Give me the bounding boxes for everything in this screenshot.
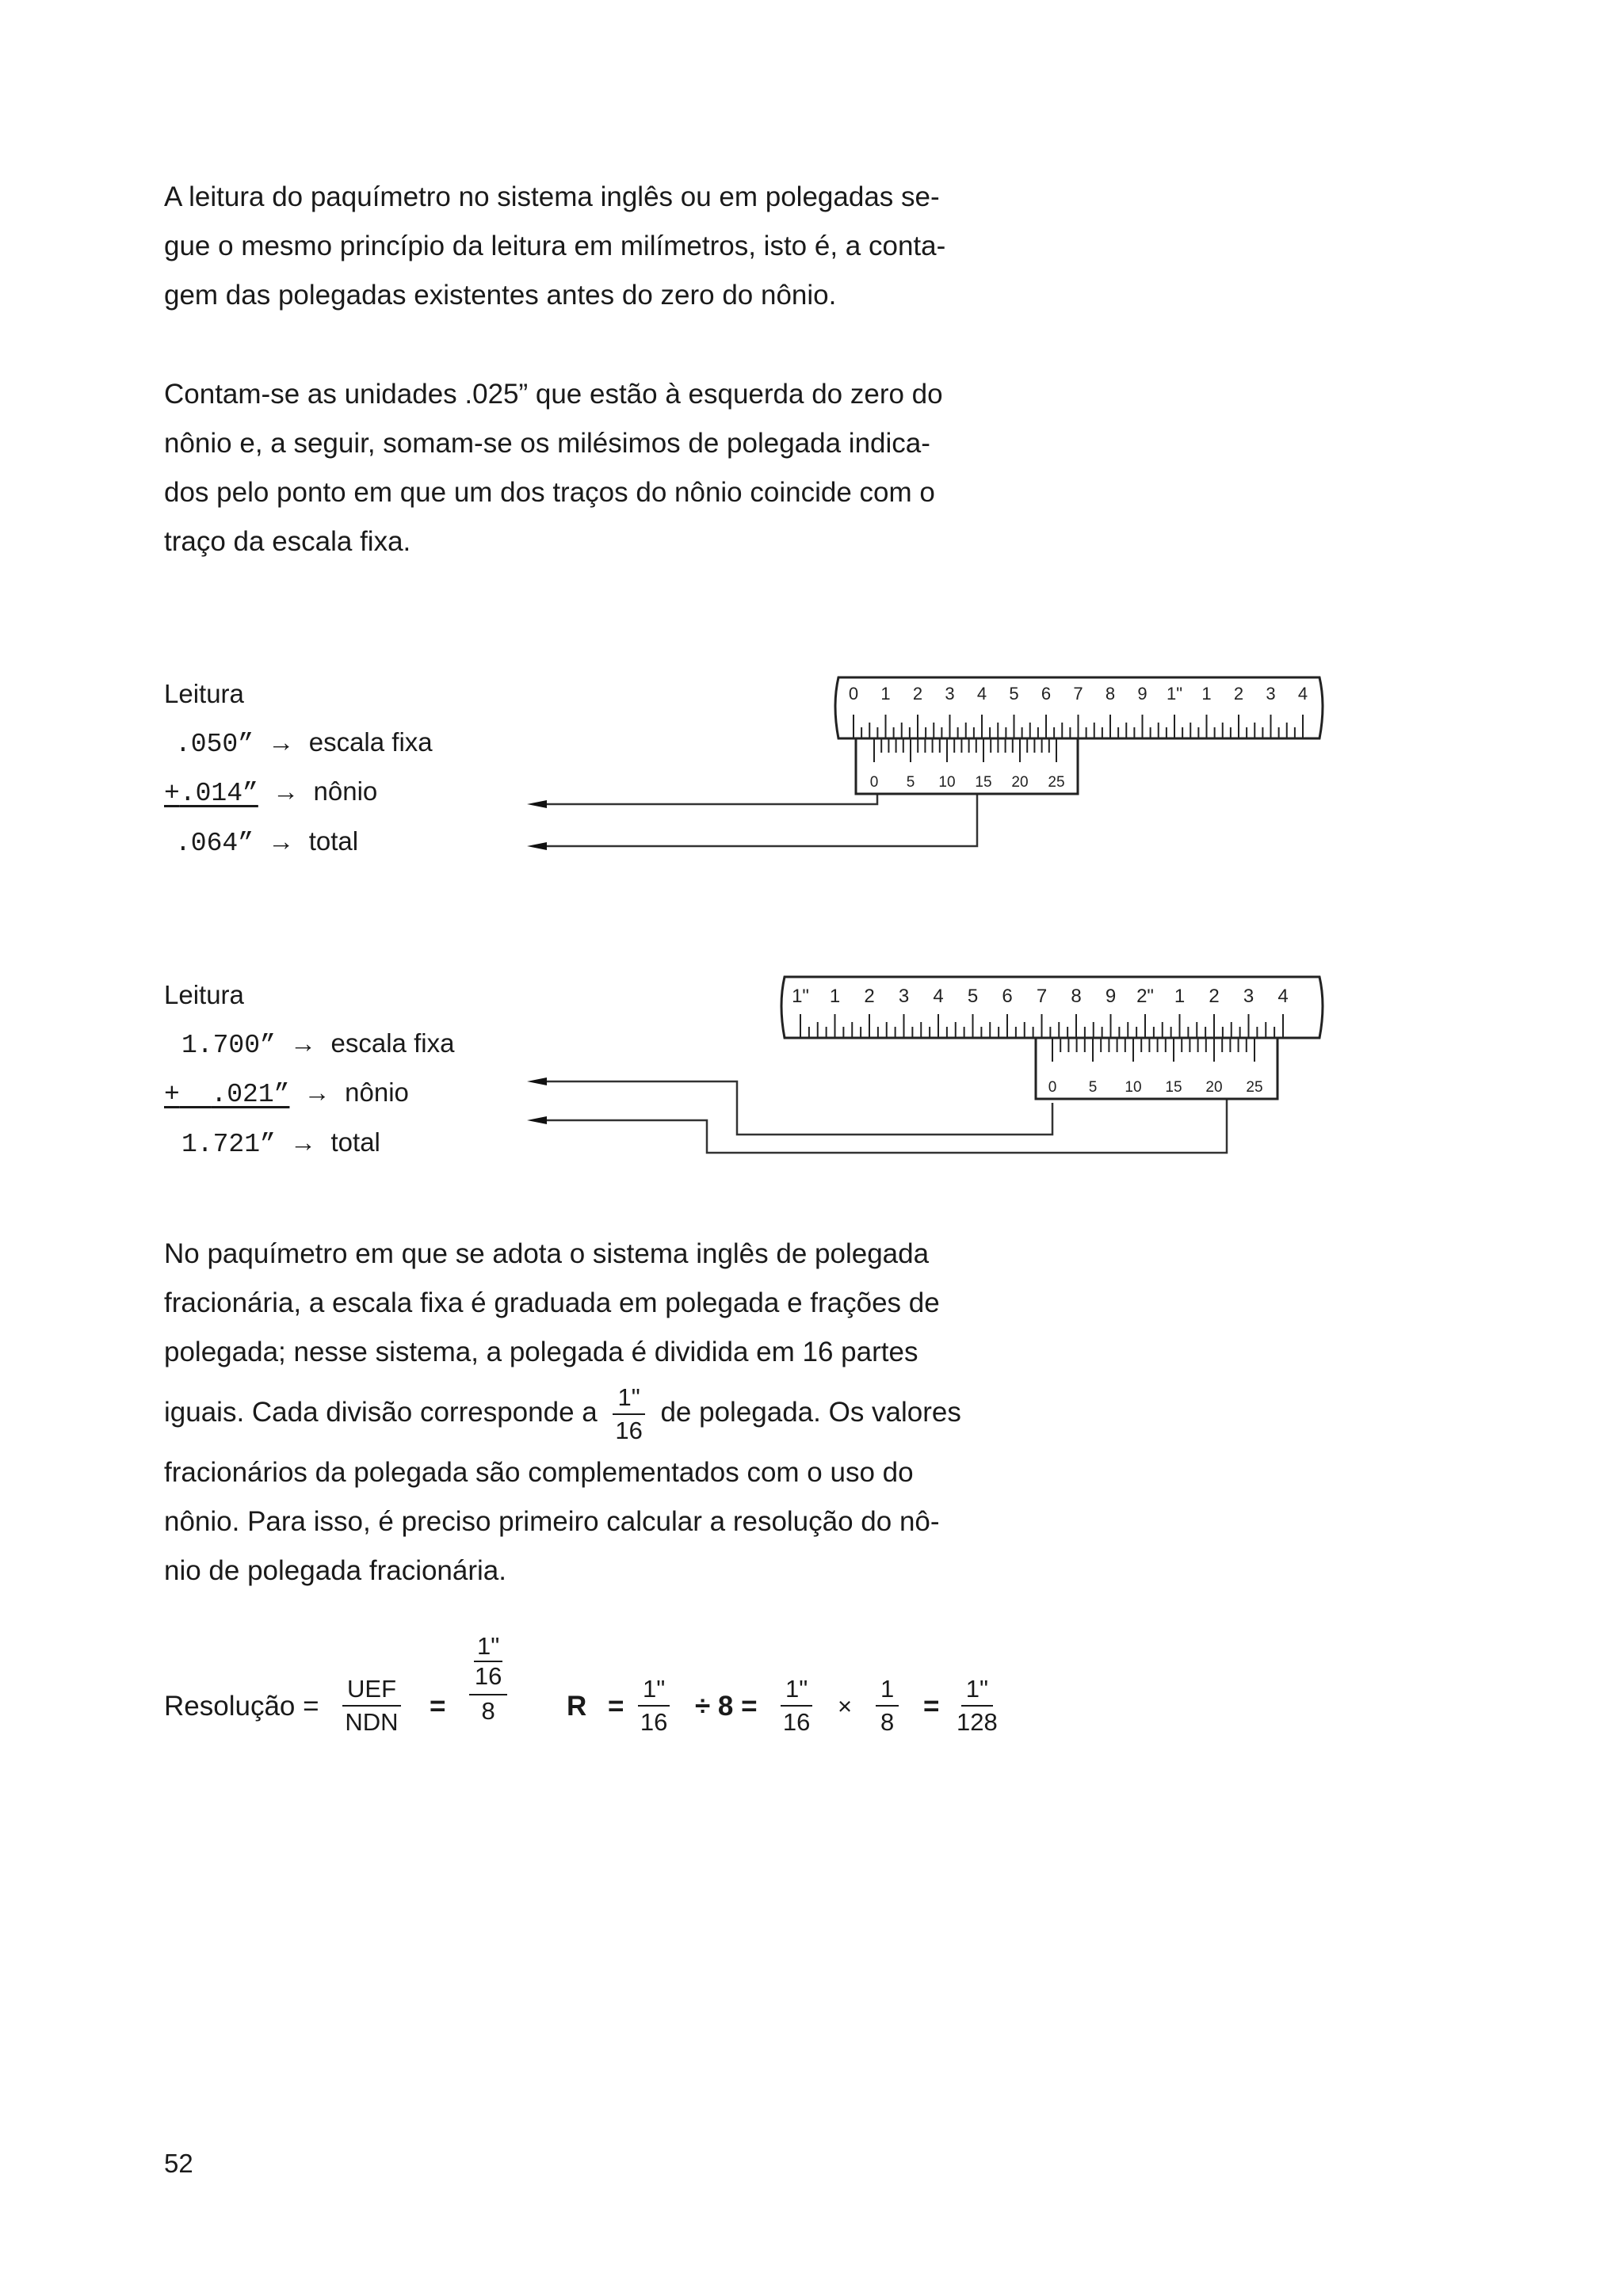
text-fragment: de polegada. Os valores xyxy=(660,1397,961,1428)
tick-label: 3 xyxy=(1266,684,1276,704)
tick-label: 2 xyxy=(912,684,923,704)
total-value: 1.721” xyxy=(181,1130,276,1159)
complex-fraction xyxy=(469,1632,507,1726)
tick-label: 2 xyxy=(1209,986,1220,1007)
fraction xyxy=(613,1383,644,1445)
text-line: Contam-se as unidades .025” que estão à esquerda do zero do xyxy=(164,379,943,410)
vernier-scale-body xyxy=(1036,1038,1277,1099)
text-fragment: iguais. Cada divisão corresponde a xyxy=(164,1397,598,1428)
fixed-value: 1.700” xyxy=(181,1031,276,1060)
tick-label: 1" xyxy=(792,986,809,1007)
arrow-icon: → xyxy=(304,1077,330,1107)
fraction-numerator xyxy=(469,1632,507,1695)
equals-sign: = xyxy=(608,1691,624,1722)
tick-label: 4 xyxy=(933,986,944,1007)
tick-label: 25 xyxy=(1246,1079,1263,1096)
fraction-denominator: 16 xyxy=(640,1708,668,1736)
page-number: 52 xyxy=(164,2149,193,2178)
text-line: dos pelo ponto em que um dos traços do nônio coincide com o xyxy=(164,477,935,508)
r-label: R xyxy=(567,1691,587,1722)
tick-label: 8 xyxy=(1105,684,1116,704)
text-line: nio de polegada fracionária. xyxy=(164,1555,506,1586)
tick-label: 4 xyxy=(1277,986,1289,1007)
fraction-denominator: 16 xyxy=(615,1416,643,1444)
text-line: nônio. Para isso, é preciso primeiro calcular a resolução do nô- xyxy=(164,1506,940,1537)
tick-label: 1 xyxy=(1174,986,1186,1007)
tick-label: 2 xyxy=(1233,684,1244,704)
tick-label: 1 xyxy=(829,986,841,1007)
tick-label: 15 xyxy=(975,774,992,791)
tick-label: 0 xyxy=(869,774,879,791)
inner-denominator: 16 xyxy=(474,1662,502,1690)
caliper-diagram-1 xyxy=(0,0,1623,887)
total-value: .064” xyxy=(175,829,254,858)
total-label: total xyxy=(308,826,359,856)
text-line: polegada; nesse sistema, a polegada é dividida em 16 partes xyxy=(164,1337,918,1367)
text-line: A leitura do paquímetro no sistema inglês ou em polegadas se- xyxy=(164,181,940,212)
text-line: No paquímetro em que se adota o sistema inglês de polegada xyxy=(164,1238,930,1269)
tick-label: 0 xyxy=(1048,1079,1057,1096)
fraction-numerator: 1" xyxy=(961,1675,993,1707)
divide-eight: ÷ 8 = xyxy=(695,1691,758,1722)
vernier-label: nônio xyxy=(313,776,378,806)
fraction-uef-ndn xyxy=(342,1675,401,1737)
arrow-icon: → xyxy=(273,776,300,806)
arrow-icon: → xyxy=(268,826,295,856)
fraction-numerator: 1" xyxy=(781,1675,812,1707)
text-line: gue o mesmo princípio da leitura em milímetros, isto é, a conta- xyxy=(164,231,946,261)
plus-sign: + xyxy=(164,779,180,808)
equals-sign: = xyxy=(430,1691,446,1722)
times-sign: × xyxy=(838,1692,853,1720)
tick-label: 5 xyxy=(906,774,915,791)
text-line: traço da escala fixa. xyxy=(164,526,411,557)
arrow-icon: → xyxy=(268,727,295,757)
tick-label: 20 xyxy=(1011,774,1029,791)
fraction-denominator: 128 xyxy=(957,1708,998,1736)
arrow-head-icon xyxy=(527,800,547,808)
reading-title: Leitura xyxy=(164,679,244,708)
text-line: fracionária, a escala fixa é graduada em polegada e frações de xyxy=(164,1287,940,1318)
main-scale-labels xyxy=(792,986,1289,1007)
fixed-value: .050” xyxy=(175,730,254,759)
tick-label: 20 xyxy=(1205,1079,1223,1096)
tick-label: 5 xyxy=(1088,1079,1098,1096)
fraction-denominator: 8 xyxy=(880,1708,895,1736)
main-scale-labels xyxy=(849,684,1308,704)
tick-label: 6 xyxy=(1002,986,1013,1007)
tick-label: 6 xyxy=(1041,684,1052,704)
tick-label: 25 xyxy=(1048,774,1065,791)
tick-label: 4 xyxy=(1297,684,1308,704)
fraction-denominator: 8 xyxy=(481,1697,495,1725)
fraction-numerator: 1" xyxy=(638,1675,670,1707)
fraction xyxy=(781,1675,812,1737)
arrow-icon: → xyxy=(290,1028,317,1058)
tick-label: 10 xyxy=(938,774,956,791)
tick-label: 7 xyxy=(1036,986,1048,1007)
tick-label: 7 xyxy=(1073,684,1083,704)
tick-label: 0 xyxy=(848,684,859,704)
fraction-numerator: 1 xyxy=(876,1675,899,1707)
tick-label: 3 xyxy=(945,684,955,704)
text-line: gem das polegadas existentes antes do zero do nônio. xyxy=(164,280,837,311)
tick-label: 9 xyxy=(1137,684,1148,704)
fraction xyxy=(876,1675,899,1737)
arrow-head-icon xyxy=(527,1116,547,1124)
caliper-diagram-2 xyxy=(0,951,1623,1204)
tick-label: 3 xyxy=(898,986,910,1007)
fraction xyxy=(638,1675,670,1737)
total-label: total xyxy=(330,1127,380,1157)
main-scale-body xyxy=(781,977,1323,1038)
vernier-value: .014” xyxy=(179,779,258,808)
tick-label: 10 xyxy=(1125,1079,1142,1096)
plus-sign: + xyxy=(164,1080,180,1109)
tick-label: 15 xyxy=(1165,1079,1182,1096)
vernier-label: nônio xyxy=(345,1077,409,1107)
arrow-icon: → xyxy=(290,1127,317,1157)
fixed-label: escala fixa xyxy=(308,727,433,757)
fraction xyxy=(957,1675,998,1737)
tick-label: 1 xyxy=(880,684,891,704)
fraction-numerator: 1" xyxy=(613,1383,644,1415)
tick-label: 8 xyxy=(1071,986,1082,1007)
fraction-denominator: NDN xyxy=(345,1708,399,1736)
tick-label: 1 xyxy=(1201,684,1212,704)
text-line-with-fraction xyxy=(164,1377,1060,1448)
text-line: fracionários da polegada são complementados com o uso do xyxy=(164,1457,914,1488)
reading-title: Leitura xyxy=(164,980,244,1009)
vernier-value: .021” xyxy=(211,1080,290,1109)
tick-label: 2 xyxy=(864,986,875,1007)
resolution-formula xyxy=(164,1632,1115,1775)
tick-label: 9 xyxy=(1105,986,1117,1007)
tick-label: 2" xyxy=(1136,986,1154,1007)
text-line: nônio e, a seguir, somam-se os milésimos de polegada indica- xyxy=(164,428,930,459)
fraction-numerator: UEF xyxy=(342,1675,401,1707)
formula-label: Resolução = xyxy=(164,1691,319,1722)
fraction-denominator: 16 xyxy=(782,1708,811,1736)
arrow-head-icon xyxy=(527,842,547,850)
tick-label: 5 xyxy=(967,986,979,1007)
arrow-head-icon xyxy=(527,1077,547,1085)
tick-label: 3 xyxy=(1243,986,1254,1007)
fixed-label: escala fixa xyxy=(330,1028,455,1058)
equals-sign: = xyxy=(923,1691,940,1722)
inner-numerator: 1" xyxy=(474,1632,502,1662)
tick-label: 4 xyxy=(976,684,987,704)
tick-label: 1" xyxy=(1166,684,1183,704)
tick-label: 5 xyxy=(1009,684,1019,704)
paragraph-fractional xyxy=(164,1230,1060,1596)
